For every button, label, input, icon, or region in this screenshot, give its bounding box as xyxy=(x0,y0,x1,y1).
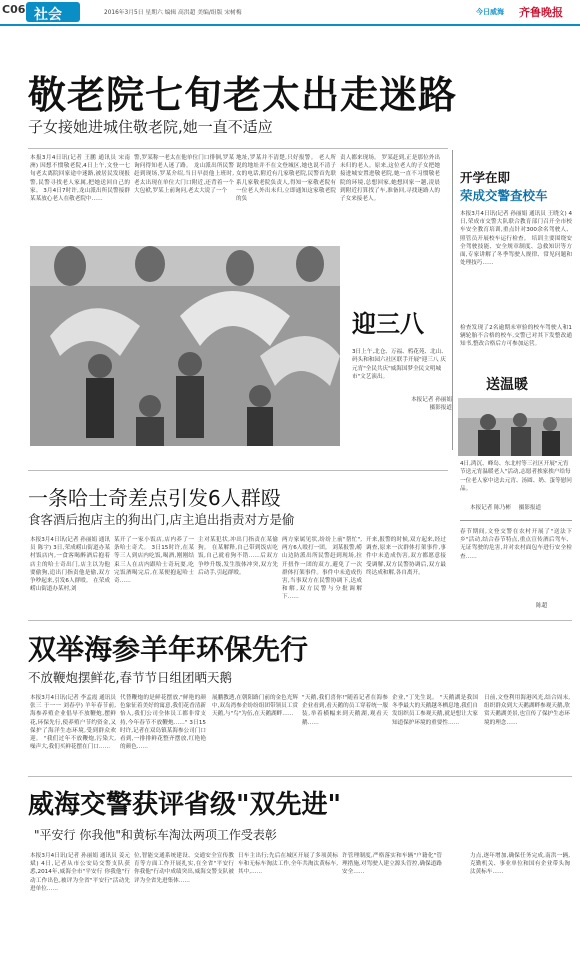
story2-title: 一条哈士奇差点引发6人群殴 xyxy=(28,486,281,510)
story3-col1: 本报3月4日讯(记者 李孟霞 通讯员 张三 于一一 刘春亭) 羊年春节前,海参养殖企业倡导不放鞭炮,摆鲜花,环保先行,使养殖户节约资金,又保护了海洋生态环境,受到群众欢迎。 "我们过年不放鞭炮,污染大,噪声大,我们买鲜花摆在门口…… xyxy=(30,695,116,751)
right-credit3: 陈超 xyxy=(536,603,548,609)
story3-col4: "天鹅,我们喜你!"随着记者在海参企业看到,看天鹅的员工穿着统一服装,举着横幅来到天鹅湖,观看天鹅…… xyxy=(302,695,388,726)
page-number: C06 xyxy=(2,3,26,16)
story2-col3: 主对某犯状,冲出门指责在某偷狗。 在某解释,自己带到饭店吃饭,自己就看狗不错……后双方争吵升级,发生肢体冲突,双方先后动手,引起群殴。 xyxy=(198,537,278,576)
story1-col3: 地址,罗某并不清楚,只好报警。 老人所说的地址并不在文登城区,她也说不清子女的电话,附近有几家敬老院,民警首先联系几家敬老院负责人,得知一家敬老院有一位老人外出未归,立即通知这家敬老院的负 xyxy=(236,155,336,203)
right-title2: 荣成交警查校车 xyxy=(460,188,548,203)
paper-mark: 今日威海 xyxy=(476,8,504,16)
story3-side: 日前,文登利用海港风光,结合周末,组织群众到大天鹅湖畔参观天鹅,欣赏天鹅湖美景,也宣传了保护生态环境的理念…… xyxy=(484,695,570,726)
story2-col5: 开来,报警的时候,双方起来,经过调查,原来一次群体打架事件,事件中未造成伤害,双方都愿意接受调解,双方民警协调后,双方最终达成和解,各自离开。 xyxy=(366,537,446,576)
story4-col2: 位,智能交通系统建设、交通安全宣传教育等方面工作开展扎实,在全省"平安行 你我他"行动中成绩突出,威海交警支队被评为全省先进集体…… xyxy=(134,853,234,884)
right-photo-credit xyxy=(470,504,570,512)
news-photo-dancers xyxy=(30,246,340,446)
right-photo-credit-label: 摄影报道 xyxy=(518,505,542,511)
right-divider-2 xyxy=(460,520,572,521)
story3-title: 双举海参羊年环保先行 xyxy=(28,633,309,666)
story2-col2: 某开了一家小饭店,店内养了一条哈士奇犬。 3日15时许,在某等三人到店内吃饭,喝酒,刚刚结束三人在店内跟哈士奇玩耍,吃完饭酒喝完后,在某便抱起哈士奇…… xyxy=(114,537,194,585)
divider-story1 xyxy=(28,148,448,149)
section-badge xyxy=(26,2,80,22)
photo1-credit-label: 摄影报道 xyxy=(429,405,452,412)
story1-col1: 本报3月4日讯(记者 王鹏 通讯员 宋南洲) 因想不惯敬老院,4日上午,文登一七旬老太离院回家途中迷路,被居民发现报警,民警寻找老人家属,把她送回自己的家。 3月4日7时许,龙山派出所民警接群某某放心老人在敬老院中…… xyxy=(30,155,130,203)
story4-col1: 本报3月4日讯(记者 孙丽娟 通讯员 姜元斌) 4日,记者从市公安局交警支队获悉,2014年,威海全市"平安行 你我他"行动工作出色,被评为全省"平安行"活动先进单位…… xyxy=(30,853,130,892)
story3-col2: 代替鞭炮的是鲜花摆放,"鲜艳的颜色象征着美好的寓意,我们花香清新怡人,我们公司全体员工都非常支持,今年春节不放鞭炮……" 3日15时许,记者在双岛镇某海参公司门口看到,一排排鲜花整齐摆放,红艳艳的颜色…… xyxy=(120,695,206,751)
story1-title: 敬老院七旬老太出走迷路 xyxy=(28,73,458,117)
photo1-credit-reporter: 本报记者 孙丽娟 xyxy=(411,397,452,403)
photo1-caption: 3日上午,北仓、万福、鸦花苑、北山、码头和和园六社区联手开展"迎三八 庆元宵"全民共庆"威海国梦全民文明城市"文艺演出。 xyxy=(352,349,447,381)
right-title1: 开学在即 xyxy=(460,170,511,185)
divider-story4 xyxy=(28,776,572,777)
story2-col4: 两方家属见状,纷纷上前"帮忙",两方6人殴打一团。 刘某报警,崂山边防派出所民警赶到现场,拉开扭作一团的双方,避免了一次群体打架事件。事件中未造成伤害,当事双方在民警协调下,达成和解,双方民警与分批调解下…… xyxy=(282,537,362,601)
story3-subtitle: 不放鞭炮摆鲜花,春节节日组团晒天鹅 xyxy=(28,670,232,685)
story1-col2: 警,罗某称一老太在他单位门口徘徊,罗某询问得知老人迷了路。 龙山派出所民警赶到现场,罗某介绍,当日早晨他上班时,老太出现在单位大门口附近,还背着一个大包袱,罗某上前询问,老太大说了一个 xyxy=(134,155,234,194)
story4-title: 威海交警获评省级"双先进" xyxy=(28,790,342,820)
masthead xyxy=(0,0,580,32)
photo1-title: 迎三八 xyxy=(352,310,424,338)
story4-subtitle: "平安行 你我他"和黄标车淘汰两项工作受表彰 xyxy=(34,828,277,842)
dancers-illustration xyxy=(30,246,340,446)
story3-col5: 企业,"丁先生说。 "天鹅湖是我国冬季最大的天鹅越冬栖息地,我们自发组织员工参观天鹅,就是想让大家知道保护环境的重要性…… xyxy=(392,695,478,726)
divider-story3 xyxy=(28,620,572,621)
paper-logo: 齐鲁晚报 xyxy=(519,6,563,19)
story1-subtitle: 子女接她进城住敬老院,她一直不适应 xyxy=(28,118,273,136)
right-photo-credit-reporter: 本报记者 陈乃彬 xyxy=(470,505,511,511)
date-line: 2016年3月5日 星期六 编辑 高洪超 美编/组版 宋树梅 xyxy=(104,10,242,16)
warmth-photo xyxy=(458,398,572,456)
divider-story2 xyxy=(28,470,448,471)
section-label: 社会 xyxy=(34,7,62,23)
masthead-rule xyxy=(0,24,580,26)
right-photo-caption: 4日,鸿沉、峰岛、东北村等三社区开展"元宵节送元宵温暖老人"活动,志愿者挨家挨户给每一位老人家中送去元宵、汤圆、奶、蛋等慰问品。 xyxy=(460,461,572,493)
right-column-divider xyxy=(452,150,453,450)
right-body1: 本报3月4日讯(记者 孙丽娟 通讯员 王晓文) 4日,荣成市交警大队联合教育部门召开全市校车安全教育培训,重点针对300余名驾驶人、照管员开展校车运行检查。 培训主要围绕安全驾驶技能、安全规章制度、急救知识等方面,专家讲解了冬季驾驶人规律、常见问题和处理技巧…… xyxy=(460,211,572,267)
right-body3: 春节期间,文登交警在农村开展了"送法下乡"活动,结合春节特点,重点宣传酒后驾车、无证驾驶的危害,并对农村面包车进行安全检查…… xyxy=(460,529,572,560)
story4-col4: 许管理制度,严格落实和车辆"户籍化"管理措施,对驾驶人建立源头管控,确保道路安全…… xyxy=(342,853,442,876)
warmth-illustration xyxy=(458,398,572,456)
story2-subtitle: 食客酒后抱店主的狗出门,店主追出指责对方是偷 xyxy=(28,512,295,527)
story2-col1: 本报3月4日讯(记者 孙丽娟 通讯员 陈宇) 3日,荣成崂山街道办某村饭店内,一食客喝醉酒后抱着店主的哈士奇出门,店主以为他要偷狗,追出门指责他是偷,双方争吵起来,引发6人群殴。 在荣成崂山街道办某村,刘 xyxy=(30,537,110,593)
right-title3: 送温暖 xyxy=(486,377,528,393)
story3-col3: 展鹏教透,在朝阳路门前的金色光辉中,双岛湾参企纷纷组团带领员工赏天鹅,与"鸟"为伍,在天鹅湖畔…… xyxy=(212,695,298,718)
right-body2: 检查发现了2名逾期未审验的校车驾驶人和1辆轮胎不合格的校车,交警已对其下发整改通知书,整改合格后方可参加运营。 xyxy=(460,325,572,348)
story4-col3: 日车主出行;先后在城区开展了多项黄标车和无标车淘汰工作,全年共淘汰黄标车,其中,…… xyxy=(238,853,338,876)
story1-col4: 责人都来现场。 罗某赶到,正是那位外出未归的老人。原来,这位老人的子女把她接进城安置进敬老院,她一直不习惯敬老院的环境,总想回家,她想回家一趟,凌晨到附近打算找了车,准备回,寻找迷路人的子女来接老人。 xyxy=(340,155,440,203)
photo1-credit xyxy=(392,396,452,413)
story4-col5: 力点,逐年增加,确保任务完成,南洪一辆,克勤机关、事业单位和国有企业带头淘汰黄标车…… xyxy=(470,853,570,876)
